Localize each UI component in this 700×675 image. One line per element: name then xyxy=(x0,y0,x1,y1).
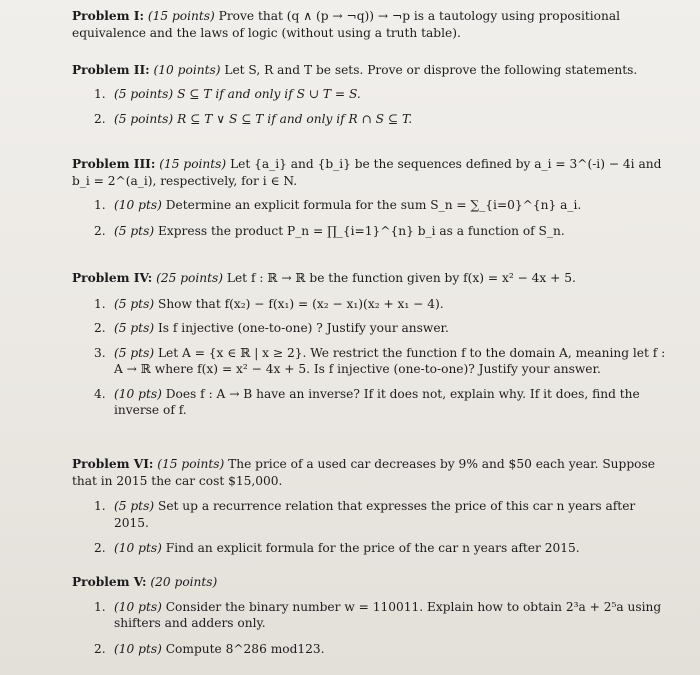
problem-4-title: Problem IV: xyxy=(72,271,153,285)
problem-4-item-2: 2. (5 pts) Is f injective (one-to-one) ? Justify your answer. xyxy=(94,321,449,335)
problem-5-points: (20 points) xyxy=(150,575,218,589)
problem-4 xyxy=(72,270,672,419)
problem-4-item-4: 4. (10 pts) Does f : A → B have an inverse? If it does not, explain why. If it does, find the inverse of f. xyxy=(94,386,640,417)
problem-1-points: (15 points) xyxy=(147,9,215,23)
problem-6-points: (15 points) xyxy=(157,457,225,471)
problem-1 xyxy=(72,8,672,41)
problem-3-title: Problem III: xyxy=(72,157,156,171)
problem-4-header xyxy=(72,270,672,287)
problem-5-title: Problem V: xyxy=(72,575,147,589)
problem-3 xyxy=(72,156,672,239)
problem-2-points: (10 points) xyxy=(153,63,221,77)
problem-2 xyxy=(72,62,672,128)
problem-5-header xyxy=(72,574,672,591)
problem-2-item-2: 2. (5 points) R ⊆ T ∨ S ⊆ T if and only if R ∩ S ⊆ T. xyxy=(94,112,413,126)
problem-3-item-1: 1. (10 pts) Determine an explicit formula for the sum S_n = ∑_{i=0}^{n} a_i. xyxy=(94,198,582,212)
problem-6-text: The price of a used car decreases by 9% and $50 each year. Suppose that in 2015 the car cost $15,000. xyxy=(72,457,655,488)
problem-5-item-1: 1. (10 pts) Consider the binary number w = 110011. Explain how to obtain 2³a + 2⁵a using shifters and adders only. xyxy=(94,599,662,630)
problem-4-item-1: 1. (5 pts) Show that f(x₂) − f(x₁) = (x₂ − x₁)(x₂ + x₁ − 4). xyxy=(94,296,444,311)
problem-3-points: (15 points) xyxy=(159,157,227,171)
problem-1-text: Prove that (q ∧ (p → ¬q)) → ¬p is a tautology using propositional equivalence and the laws of logic (without using a truth table). xyxy=(72,9,621,40)
problem-2-item-1: 1. (5 points) S ⊆ T if and only if S ∪ T = S. xyxy=(94,86,361,101)
problem-2-header xyxy=(72,62,672,79)
problem-3-item-2: 2. (5 pts) Express the product P_n = ∏_{i=1}^{n} b_i as a function of S_n. xyxy=(94,223,565,238)
problem-2-text: Let S, R and T be sets. Prove or disprove the following statements. xyxy=(224,63,638,77)
problem-6-header xyxy=(72,456,672,489)
problem-3-header xyxy=(72,156,672,189)
problem-5 xyxy=(72,574,672,657)
problem-6-item-1: 1. (5 pts) Set up a recurrence relation that expresses the price of this car n years after 2015. xyxy=(94,499,636,530)
problem-4-text: Let f : ℝ → ℝ be the function given by f(x) = x² − 4x + 5. xyxy=(226,271,576,285)
problem-5-item-2: 2. (10 pts) Compute 8^286 mod123. xyxy=(94,641,325,656)
problem-6-title: Problem VI: xyxy=(72,457,154,471)
problem-6-item-2: 2. (10 pts) Find an explicit formula for the price of the car n years after 2015. xyxy=(94,541,580,555)
problem-6 xyxy=(72,456,672,557)
problem-1-title: Problem I: xyxy=(72,9,144,23)
problem-4-item-3: 3. (5 pts) Let A = {x ∈ ℝ | x ≥ 2}. We restrict the function f to the domain A, meaning let f : A → ℝ where f(x) = x² − 4x + 5. Is f injective (one-to-one)? Justify your answer. xyxy=(94,345,666,376)
problem-4-points: (25 points) xyxy=(156,271,223,285)
problem-3-text: Let {a_i} and {b_i} be the sequences defined by a_i = 3^(-i) − 4i and b_i = 2^(a_i), respectively, for i ∈ N. xyxy=(72,157,662,188)
problem-2-title: Problem II: xyxy=(72,63,150,77)
